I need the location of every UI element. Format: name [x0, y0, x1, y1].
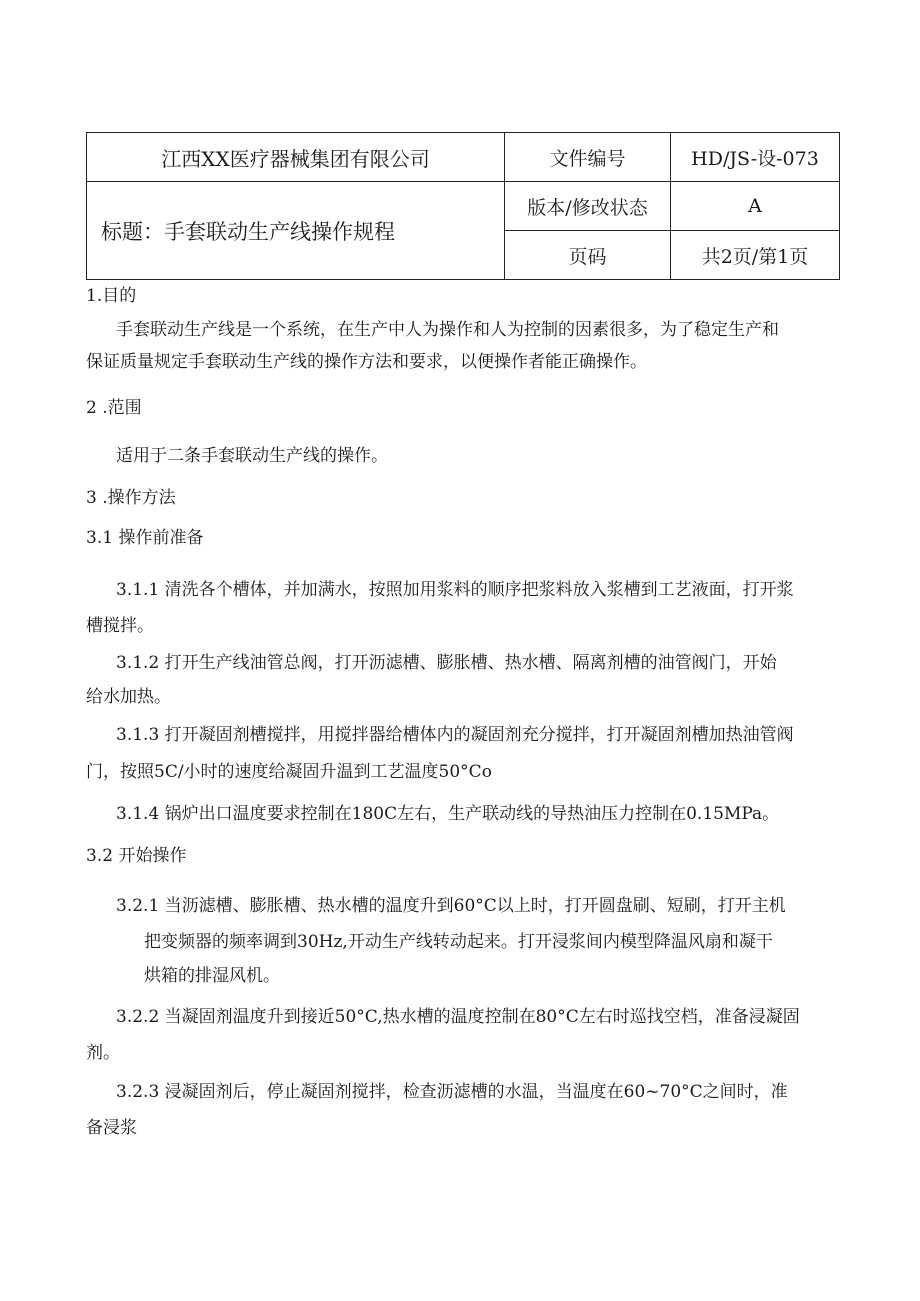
section-1-heading: 1.目的 [86, 286, 137, 306]
item-3-1-1: 3.1.1 清洗各个槽体，并加满水，按照加用浆料的顺序把浆料放入浆槽到工艺液面，打开浆 [116, 580, 794, 600]
page-number-value: 共2页/第1页 [671, 231, 840, 280]
company-name: 江西XX医疗器械集团有限公司 [87, 133, 505, 182]
section-1-paragraph-line: 手套联动生产线是一个系统，在生产中人为操作和人为控制的因素很多，为了稳定生产和 [116, 320, 779, 340]
section-3-2-heading: 3.2 开始操作 [86, 846, 187, 866]
item-3-2-1-continued: 把变频器的频率调到30Hz,开动生产线转动起来。打开浸浆间内模型降温风扇和凝干 [144, 932, 773, 952]
document-title: 标题：手套联动生产线操作规程 [87, 182, 505, 280]
doc-number-value: HD/JS-设-073 [671, 133, 840, 182]
section-3-1-heading: 3.1 操作前准备 [86, 528, 204, 548]
section-2-heading: 2 .范围 [86, 398, 142, 418]
item-3-1-4: 3.1.4 锅炉出口温度要求控制在180C左右，生产联动线的导热油压力控制在0.15MPa。 [116, 804, 780, 824]
item-3-1-2-continued: 给水加热。 [86, 687, 171, 707]
item-3-1-1-continued: 槽搅拌。 [86, 616, 154, 636]
item-3-2-2-continued: 剂。 [86, 1043, 120, 1063]
page-number-label: 页码 [505, 231, 671, 280]
item-3-1-3-continued: 门，按照5C/小时的速度给凝固升温到工艺温度50°Co [86, 762, 492, 782]
item-3-2-3-continued: 备浸浆 [86, 1118, 137, 1138]
item-3-2-1-continued: 烘箱的排湿风机。 [144, 966, 280, 986]
item-3-2-1: 3.2.1 当沥滤槽、膨胀槽、热水槽的温度升到60°C以上时，打开圆盘刷、短刷，打开主机 [116, 896, 786, 916]
item-3-2-2: 3.2.2 当凝固剂温度升到接近50°C,热水槽的温度控制在80°C左右时巡找空档，准备浸凝固 [116, 1007, 800, 1027]
item-3-1-3: 3.1.3 打开凝固剂槽搅拌，用搅拌器给槽体内的凝固剂充分搅拌，打开凝固剂槽加热油管阀 [116, 725, 794, 745]
doc-number-label: 文件编号 [505, 133, 671, 182]
document-header-table [86, 132, 840, 280]
section-2-paragraph: 适用于二条手套联动生产线的操作。 [116, 446, 388, 466]
item-3-2-3: 3.2.3 浸凝固剂后，停止凝固剂搅拌，检查沥滤槽的水温，当温度在60~70°C之间时，准 [116, 1082, 788, 1102]
version-label: 版本/修改状态 [505, 182, 671, 231]
version-value: A [671, 182, 840, 231]
section-3-heading: 3 .操作方法 [86, 488, 176, 508]
section-1-paragraph-line: 保证质量规定手套联动生产线的操作方法和要求，以便操作者能正确操作。 [86, 352, 647, 372]
item-3-1-2: 3.1.2 打开生产线油管总阀，打开沥滤槽、膨胀槽、热水槽、隔离剂槽的油管阀门，开始 [116, 653, 777, 673]
